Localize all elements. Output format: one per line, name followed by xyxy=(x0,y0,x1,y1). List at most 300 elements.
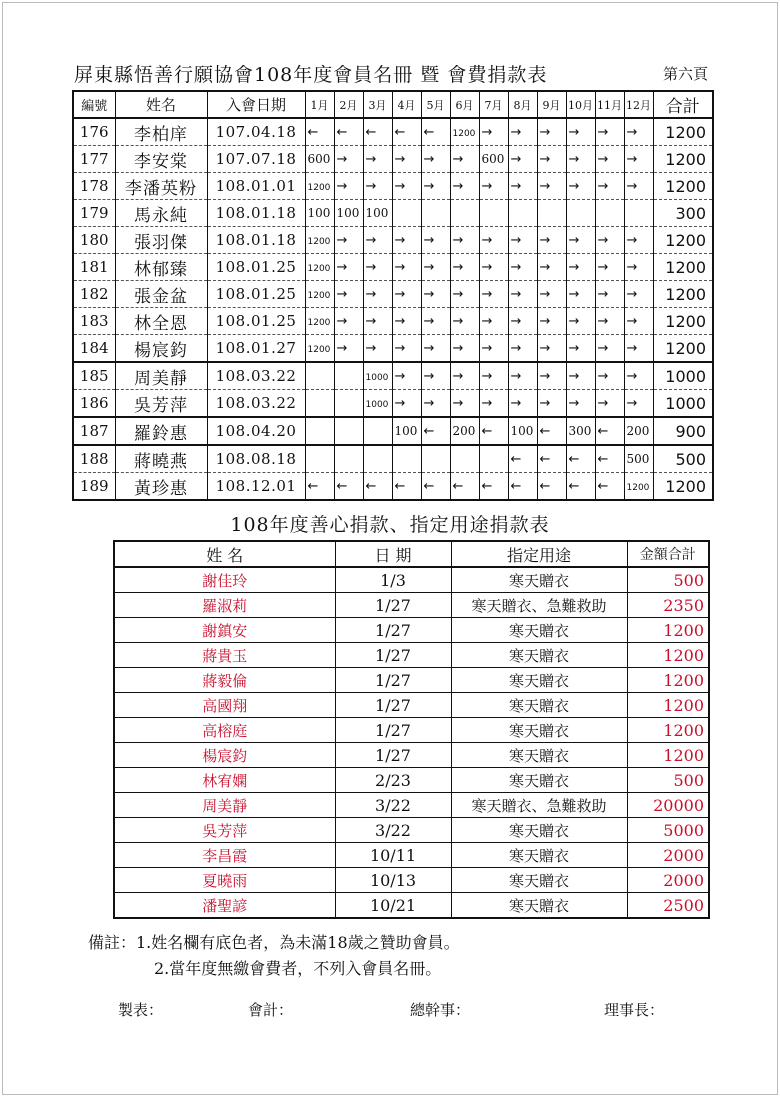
member-month-cell xyxy=(508,390,537,418)
member-no: 185 xyxy=(73,362,115,390)
member-total: 1200 xyxy=(653,227,713,254)
month-value: → xyxy=(510,232,522,248)
header-month-9: 9月 xyxy=(537,91,566,118)
member-name: 蔣曉燕 xyxy=(115,445,207,473)
header-join-date: 入會日期 xyxy=(207,91,305,118)
member-month-cell xyxy=(392,473,421,501)
document-title: 屏東縣悟善行願協會108年度會員名冊 暨 會費捐款表 xyxy=(74,64,548,86)
members-table xyxy=(72,90,714,501)
member-month-cell xyxy=(508,308,537,335)
month-value: ← xyxy=(481,478,493,494)
month-value: 100 xyxy=(394,424,418,438)
member-month-cell xyxy=(305,227,334,254)
member-join-date: 108.01.18 xyxy=(207,200,305,227)
member-month-cell xyxy=(305,146,334,173)
member-join-date: 107.07.18 xyxy=(207,146,305,173)
member-month-cell xyxy=(363,335,392,363)
month-value: → xyxy=(452,232,464,248)
header-name: 姓名 xyxy=(115,91,207,118)
month-value: 600 xyxy=(481,152,505,166)
month-value: → xyxy=(481,232,493,248)
month-value: 1200 xyxy=(307,183,331,193)
donation-purpose: 寒天贈衣 xyxy=(451,768,627,793)
month-value: → xyxy=(568,340,580,356)
donation-date: 1/3 xyxy=(335,567,451,593)
member-month-cell xyxy=(624,146,653,173)
member-month-cell xyxy=(508,362,537,390)
donation-amount: 5000 xyxy=(627,818,709,843)
member-join-date: 108.01.25 xyxy=(207,254,305,281)
member-name: 羅鈴惠 xyxy=(115,417,207,445)
member-month-cell xyxy=(537,254,566,281)
member-no: 179 xyxy=(73,200,115,227)
header-month-7: 7月 xyxy=(479,91,508,118)
member-month-cell xyxy=(421,227,450,254)
member-month-cell xyxy=(363,390,392,418)
member-total: 500 xyxy=(653,445,713,473)
month-value: 1000 xyxy=(365,373,389,383)
month-value: 100 xyxy=(307,206,331,220)
month-value: → xyxy=(452,151,464,167)
member-month-cell xyxy=(508,445,537,473)
month-value: → xyxy=(568,313,580,329)
month-value: → xyxy=(539,286,551,302)
month-value: → xyxy=(626,259,638,275)
member-no: 181 xyxy=(73,254,115,281)
member-month-cell xyxy=(508,173,537,200)
month-value: 1200 xyxy=(307,291,331,301)
member-month-cell xyxy=(305,445,334,473)
member-month-cell xyxy=(479,335,508,363)
month-value: → xyxy=(365,178,377,194)
member-month-cell xyxy=(334,227,363,254)
member-month-cell xyxy=(363,473,392,501)
member-join-date: 108.03.22 xyxy=(207,362,305,390)
month-value: 1200 xyxy=(307,237,331,247)
member-month-cell xyxy=(450,362,479,390)
donation-row xyxy=(114,567,709,593)
member-no: 189 xyxy=(73,473,115,501)
member-month-cell xyxy=(479,173,508,200)
month-value: 1200 xyxy=(307,345,331,355)
month-value: 100 xyxy=(510,424,534,438)
donation-row xyxy=(114,793,709,818)
member-month-cell xyxy=(479,445,508,473)
member-month-cell xyxy=(537,390,566,418)
month-value: → xyxy=(423,340,435,356)
month-value: → xyxy=(626,368,638,384)
month-value: → xyxy=(597,259,609,275)
member-month-cell xyxy=(392,417,421,445)
member-total: 900 xyxy=(653,417,713,445)
member-month-cell xyxy=(305,335,334,363)
month-value: → xyxy=(365,232,377,248)
member-month-cell xyxy=(537,281,566,308)
member-month-cell xyxy=(305,173,334,200)
donation-amount: 500 xyxy=(627,567,709,593)
month-value: → xyxy=(365,259,377,275)
month-value: ← xyxy=(365,124,377,140)
member-month-cell xyxy=(450,173,479,200)
member-month-cell xyxy=(479,118,508,146)
month-value: → xyxy=(481,313,493,329)
member-month-cell xyxy=(363,362,392,390)
member-month-cell xyxy=(624,254,653,281)
member-month-cell xyxy=(450,254,479,281)
member-month-cell xyxy=(421,335,450,363)
donation-date: 1/27 xyxy=(335,618,451,643)
member-month-cell xyxy=(421,390,450,418)
member-month-cell xyxy=(392,445,421,473)
month-value: → xyxy=(394,286,406,302)
member-name: 黃珍惠 xyxy=(115,473,207,501)
member-month-cell xyxy=(537,362,566,390)
member-month-cell xyxy=(421,308,450,335)
donor-name: 吳芳萍 xyxy=(114,818,335,843)
donor-name: 謝佳玲 xyxy=(114,567,335,593)
member-month-cell xyxy=(595,335,624,363)
member-month-cell xyxy=(334,335,363,363)
month-value: → xyxy=(568,395,580,411)
donation-row xyxy=(114,768,709,793)
donations-header-date: 日 期 xyxy=(335,541,451,567)
header-month-5: 5月 xyxy=(421,91,450,118)
month-value: → xyxy=(481,178,493,194)
month-value: → xyxy=(568,368,580,384)
member-month-cell xyxy=(363,445,392,473)
donor-name: 周美靜 xyxy=(114,793,335,818)
donations-header-row xyxy=(114,541,709,567)
donation-purpose: 寒天贈衣 xyxy=(451,843,627,868)
member-no: 187 xyxy=(73,417,115,445)
month-value: → xyxy=(394,232,406,248)
month-value: ← xyxy=(423,423,435,439)
donation-row xyxy=(114,618,709,643)
member-month-cell xyxy=(537,335,566,363)
month-value: ← xyxy=(568,451,580,467)
donation-amount: 2000 xyxy=(627,868,709,893)
month-value: → xyxy=(568,259,580,275)
month-value: → xyxy=(510,340,522,356)
member-month-cell xyxy=(479,254,508,281)
donation-row xyxy=(114,643,709,668)
member-month-cell xyxy=(479,200,508,227)
month-value: ← xyxy=(539,478,551,494)
members-body xyxy=(73,118,713,500)
header-month-4: 4月 xyxy=(392,91,421,118)
member-month-cell xyxy=(595,227,624,254)
member-row xyxy=(73,417,713,445)
header-month-1: 1月 xyxy=(305,91,334,118)
month-value: ← xyxy=(365,478,377,494)
member-total: 1200 xyxy=(653,118,713,146)
member-month-cell xyxy=(508,118,537,146)
member-month-cell xyxy=(595,362,624,390)
donations-table xyxy=(113,540,710,919)
donor-name: 高榕庭 xyxy=(114,718,335,743)
member-month-cell xyxy=(624,390,653,418)
donation-row xyxy=(114,868,709,893)
month-value: → xyxy=(510,124,522,140)
month-value: 200 xyxy=(452,424,476,438)
member-total: 1000 xyxy=(653,390,713,418)
member-month-cell xyxy=(363,200,392,227)
note-line-1: 備註：1.姓名欄有底色者，為未滿18歲之贊助會員。 xyxy=(88,933,460,952)
note-line-2: 2.當年度無繳會費者，不列入會員名冊。 xyxy=(154,959,442,978)
month-value: → xyxy=(626,232,638,248)
member-join-date: 107.04.18 xyxy=(207,118,305,146)
donation-amount: 500 xyxy=(627,768,709,793)
month-value: 1200 xyxy=(307,264,331,274)
member-month-cell xyxy=(305,118,334,146)
member-name: 馬永純 xyxy=(115,200,207,227)
member-month-cell xyxy=(392,308,421,335)
month-value: → xyxy=(423,259,435,275)
member-month-cell xyxy=(508,146,537,173)
member-month-cell xyxy=(595,473,624,501)
member-name: 張金盆 xyxy=(115,281,207,308)
member-row xyxy=(73,227,713,254)
month-value: → xyxy=(481,259,493,275)
donation-date: 2/23 xyxy=(335,768,451,793)
month-value: → xyxy=(365,340,377,356)
month-value: → xyxy=(481,286,493,302)
month-value: → xyxy=(394,340,406,356)
member-month-cell xyxy=(595,417,624,445)
member-month-cell xyxy=(566,445,595,473)
member-month-cell xyxy=(363,417,392,445)
month-value: → xyxy=(336,178,348,194)
donations-body xyxy=(114,567,709,918)
month-value: ← xyxy=(336,124,348,140)
member-month-cell xyxy=(450,227,479,254)
member-month-cell xyxy=(450,390,479,418)
member-total: 1200 xyxy=(653,473,713,501)
month-value: ← xyxy=(423,124,435,140)
month-value: ← xyxy=(568,478,580,494)
member-month-cell xyxy=(450,473,479,501)
member-month-cell xyxy=(595,445,624,473)
month-value: ← xyxy=(394,124,406,140)
member-month-cell xyxy=(624,362,653,390)
member-total: 1200 xyxy=(653,146,713,173)
member-month-cell xyxy=(363,254,392,281)
member-month-cell xyxy=(421,473,450,501)
month-value: ← xyxy=(597,478,609,494)
header-month-10: 10月 xyxy=(566,91,595,118)
month-value: ← xyxy=(394,478,406,494)
member-name: 林郁臻 xyxy=(115,254,207,281)
member-month-cell xyxy=(624,227,653,254)
month-value: → xyxy=(423,151,435,167)
member-month-cell xyxy=(624,173,653,200)
donation-row xyxy=(114,893,709,919)
donation-date: 1/27 xyxy=(335,743,451,768)
member-total: 1200 xyxy=(653,308,713,335)
document-header xyxy=(74,60,714,88)
month-value: → xyxy=(394,313,406,329)
month-value: → xyxy=(626,151,638,167)
member-month-cell xyxy=(508,473,537,501)
month-value: ← xyxy=(510,478,522,494)
donations-header-amount: 金額合計 xyxy=(627,541,709,567)
member-month-cell xyxy=(566,146,595,173)
header-month-3: 3月 xyxy=(363,91,392,118)
member-month-cell xyxy=(537,146,566,173)
member-month-cell xyxy=(334,390,363,418)
member-month-cell xyxy=(421,173,450,200)
donation-amount: 2350 xyxy=(627,593,709,618)
donation-date: 10/13 xyxy=(335,868,451,893)
donation-amount: 1200 xyxy=(627,743,709,768)
donation-date: 1/27 xyxy=(335,718,451,743)
month-value: → xyxy=(539,178,551,194)
members-header-row xyxy=(73,91,713,118)
month-value: → xyxy=(597,368,609,384)
member-row xyxy=(73,118,713,146)
donation-amount: 1200 xyxy=(627,618,709,643)
member-row xyxy=(73,200,713,227)
member-join-date: 108.01.27 xyxy=(207,335,305,363)
month-value: → xyxy=(626,340,638,356)
donation-row xyxy=(114,743,709,768)
donor-name: 高國翔 xyxy=(114,693,335,718)
donation-purpose: 寒天贈衣 xyxy=(451,643,627,668)
member-month-cell xyxy=(479,308,508,335)
month-value: → xyxy=(394,178,406,194)
month-value: 100 xyxy=(365,206,389,220)
month-value: → xyxy=(597,151,609,167)
month-value: → xyxy=(423,232,435,248)
member-no: 176 xyxy=(73,118,115,146)
month-value: → xyxy=(568,124,580,140)
member-month-cell xyxy=(421,417,450,445)
month-value: 600 xyxy=(307,152,331,166)
month-value: → xyxy=(510,178,522,194)
donation-date: 1/27 xyxy=(335,593,451,618)
month-value: ← xyxy=(336,478,348,494)
member-month-cell xyxy=(363,281,392,308)
member-name: 周美靜 xyxy=(115,362,207,390)
month-value: 200 xyxy=(626,424,650,438)
member-month-cell xyxy=(624,445,653,473)
donations-header-name: 姓 名 xyxy=(114,541,335,567)
member-name: 林全恩 xyxy=(115,308,207,335)
member-month-cell xyxy=(421,118,450,146)
member-total: 1200 xyxy=(653,281,713,308)
month-value: → xyxy=(423,395,435,411)
donation-row xyxy=(114,818,709,843)
month-value: 1200 xyxy=(626,483,650,493)
member-month-cell xyxy=(624,281,653,308)
month-value: → xyxy=(510,151,522,167)
month-value: → xyxy=(626,313,638,329)
page-number-label: 第六頁 xyxy=(662,65,708,83)
member-month-cell xyxy=(624,118,653,146)
month-value: → xyxy=(394,368,406,384)
member-month-cell xyxy=(566,335,595,363)
month-value: → xyxy=(481,395,493,411)
member-month-cell xyxy=(537,227,566,254)
member-total: 300 xyxy=(653,200,713,227)
month-value: → xyxy=(626,395,638,411)
donation-purpose: 寒天贈衣 xyxy=(451,893,627,919)
header-month-2: 2月 xyxy=(334,91,363,118)
member-month-cell xyxy=(479,146,508,173)
donation-date: 1/27 xyxy=(335,668,451,693)
member-month-cell xyxy=(334,254,363,281)
member-month-cell xyxy=(305,200,334,227)
month-value: → xyxy=(597,124,609,140)
donation-purpose: 寒天贈衣 xyxy=(451,868,627,893)
member-month-cell xyxy=(537,473,566,501)
month-value: ← xyxy=(539,423,551,439)
month-value: → xyxy=(452,340,464,356)
month-value: 1200 xyxy=(307,318,331,328)
member-total: 1200 xyxy=(653,335,713,363)
member-month-cell xyxy=(334,173,363,200)
donations-header-purpose: 指定用途 xyxy=(451,541,627,567)
month-value: → xyxy=(539,124,551,140)
member-month-cell xyxy=(305,308,334,335)
donation-row xyxy=(114,593,709,618)
member-month-cell xyxy=(624,308,653,335)
member-month-cell xyxy=(595,146,624,173)
donation-row xyxy=(114,843,709,868)
month-value: → xyxy=(394,395,406,411)
month-value: → xyxy=(626,178,638,194)
member-row xyxy=(73,281,713,308)
month-value: → xyxy=(423,178,435,194)
member-month-cell xyxy=(595,118,624,146)
month-value: → xyxy=(539,395,551,411)
member-month-cell xyxy=(305,362,334,390)
member-month-cell xyxy=(334,200,363,227)
month-value: → xyxy=(597,340,609,356)
donation-amount: 1200 xyxy=(627,693,709,718)
member-month-cell xyxy=(392,118,421,146)
month-value: → xyxy=(568,232,580,248)
month-value: → xyxy=(539,151,551,167)
header-total: 合計 xyxy=(653,91,713,118)
member-no: 180 xyxy=(73,227,115,254)
month-value: → xyxy=(365,151,377,167)
member-month-cell xyxy=(595,281,624,308)
donation-date: 1/27 xyxy=(335,643,451,668)
member-month-cell xyxy=(421,254,450,281)
month-value: → xyxy=(510,368,522,384)
member-month-cell xyxy=(421,445,450,473)
month-value: → xyxy=(539,368,551,384)
month-value: → xyxy=(510,313,522,329)
member-no: 184 xyxy=(73,335,115,363)
member-month-cell xyxy=(305,254,334,281)
donor-name: 李昌霞 xyxy=(114,843,335,868)
header-month-11: 11月 xyxy=(595,91,624,118)
donation-date: 10/21 xyxy=(335,893,451,919)
month-value: ← xyxy=(307,124,319,140)
sign-maker: 製表： xyxy=(118,1001,164,1019)
sign-chairman: 理事長： xyxy=(604,1001,665,1019)
member-month-cell xyxy=(479,390,508,418)
donor-name: 潘聖諺 xyxy=(114,893,335,919)
donation-amount: 1200 xyxy=(627,668,709,693)
member-month-cell xyxy=(334,146,363,173)
member-no: 188 xyxy=(73,445,115,473)
month-value: → xyxy=(452,395,464,411)
month-value: → xyxy=(510,259,522,275)
donor-name: 林宥嫻 xyxy=(114,768,335,793)
